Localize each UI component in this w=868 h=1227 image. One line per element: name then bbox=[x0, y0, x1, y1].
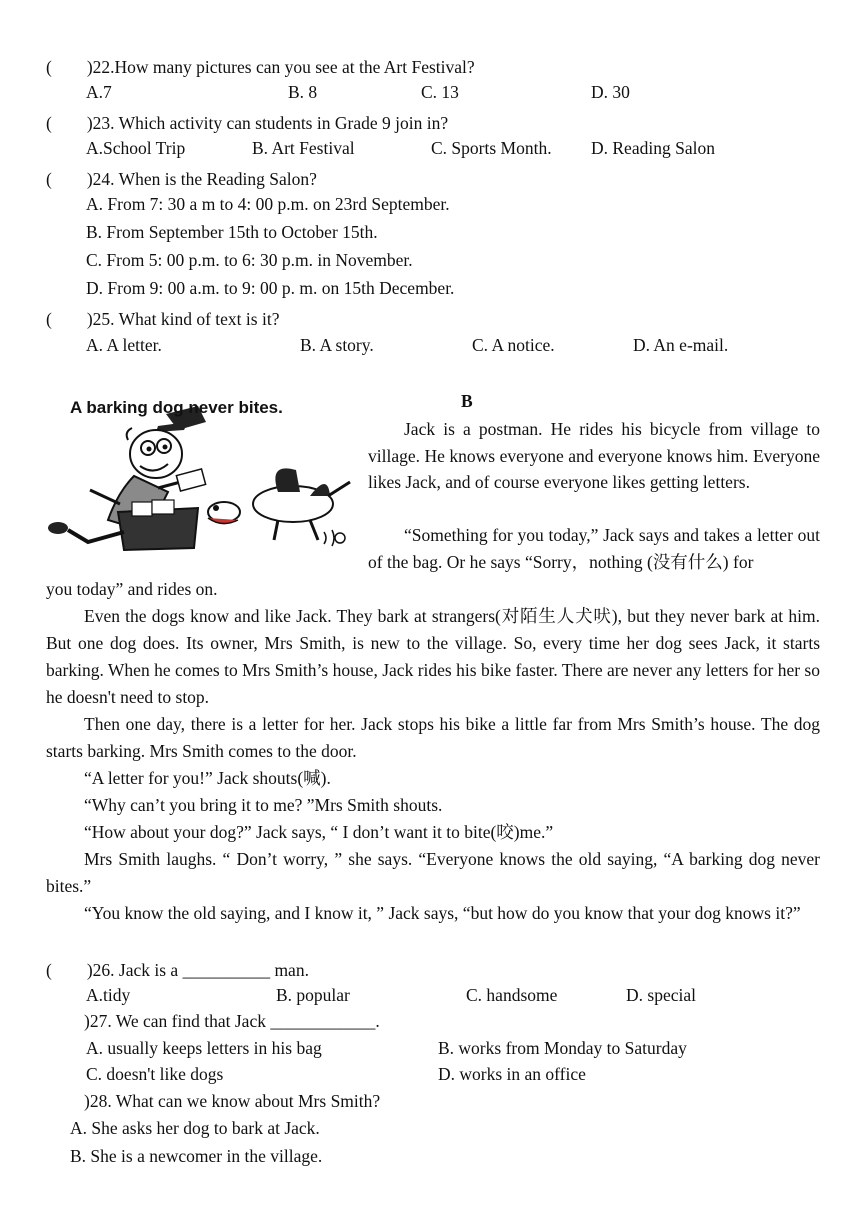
q26-option-c[interactable]: C. handsome bbox=[466, 985, 558, 1005]
illustration-caption: A barking dog never bites. bbox=[70, 398, 283, 417]
passage-paragraph-1: Jack is a postman. He rides his bicycle from village to village. He knows everyone and everyone knows him. Everyone likes Jack, and of course everyone likes getting letters. bbox=[368, 419, 820, 492]
q22-option-c[interactable]: C. 13 bbox=[421, 82, 459, 102]
q28-option-a[interactable]: A. She asks her dog to bark at Jack. bbox=[70, 1118, 320, 1138]
postman-dog-illustration bbox=[28, 392, 358, 560]
q26-stem: ( )26. Jack is a __________ man. bbox=[46, 960, 309, 980]
passage-paragraph-8: Mrs Smith laughs. “ Don’t worry, ” she says. “Everyone knows the old saying, “A barking dog never bites.” bbox=[46, 849, 820, 896]
q27-option-c[interactable]: C. doesn't like dogs bbox=[86, 1064, 224, 1084]
q22-option-a[interactable]: A.7 bbox=[86, 82, 112, 102]
q27-option-b[interactable]: B. works from Monday to Saturday bbox=[438, 1038, 687, 1058]
q25-option-d[interactable]: D. An e-mail. bbox=[633, 335, 729, 355]
passage-paragraph-5: “A letter for you!” Jack shouts(喊). bbox=[84, 768, 331, 788]
q25-option-c[interactable]: C. A notice. bbox=[472, 335, 555, 355]
q25-option-a[interactable]: A. A letter. bbox=[86, 335, 162, 355]
q24-option-c[interactable]: C. From 5: 00 p.m. to 6: 30 p.m. in November. bbox=[86, 250, 413, 270]
q23-option-c[interactable]: C. Sports Month. bbox=[431, 138, 552, 158]
q22-option-d[interactable]: D. 30 bbox=[591, 82, 630, 102]
q23-option-d[interactable]: D. Reading Salon bbox=[591, 138, 715, 158]
q22-option-b[interactable]: B. 8 bbox=[288, 82, 318, 102]
q27-stem: )27. We can find that Jack ____________. bbox=[84, 1011, 380, 1031]
q26-option-d[interactable]: D. special bbox=[626, 985, 696, 1005]
q24-option-b[interactable]: B. From September 15th to October 15th. bbox=[86, 222, 378, 242]
q25-option-b[interactable]: B. A story. bbox=[300, 335, 374, 355]
passage-paragraph-9: “You know the old saying, and I know it, ” Jack says, “but how do you know that your dog knows it?” bbox=[84, 903, 801, 923]
q24-option-d[interactable]: D. From 9: 00 a.m. to 9: 00 p. m. on 15th December. bbox=[86, 278, 455, 298]
q26-option-a[interactable]: A.tidy bbox=[86, 985, 131, 1005]
q23-stem: ( )23. Which activity can students in Grade 9 join in? bbox=[46, 113, 449, 133]
passage-paragraph-4: Then one day, there is a letter for her. Jack stops his bike a little far from Mrs Smith’s house. The dog starts barking. Mrs Smith comes to the door. bbox=[46, 714, 820, 761]
q28-stem: )28. What can we know about Mrs Smith? bbox=[84, 1091, 381, 1111]
passage-paragraph-2: “Something for you today,” Jack says and takes a letter out of the bag. Or he says “Sorry，nothing (没有什么) for bbox=[368, 525, 820, 572]
q27-option-a[interactable]: A. usually keeps letters in his bag bbox=[86, 1038, 322, 1058]
q24-stem: ( )24. When is the Reading Salon? bbox=[46, 169, 317, 189]
passage-paragraph-6: “Why can’t you bring it to me? ”Mrs Smith shouts. bbox=[84, 795, 443, 815]
q27-option-d[interactable]: D. works in an office bbox=[438, 1064, 586, 1084]
passage-paragraph-2-end: you today” and rides on. bbox=[46, 579, 218, 599]
q23-option-a[interactable]: A.School Trip bbox=[86, 138, 186, 158]
passage-paragraph-7: “How about your dog?” Jack says, “ I don’t want it to bite(咬)me.” bbox=[84, 822, 554, 842]
q26-option-b[interactable]: B. popular bbox=[276, 985, 350, 1005]
q22-stem: ( )22.How many pictures can you see at the Art Festival? bbox=[46, 57, 475, 77]
q24-option-a[interactable]: A. From 7: 30 a m to 4: 00 p.m. on 23rd September. bbox=[86, 194, 450, 214]
q25-stem: ( )25. What kind of text is it? bbox=[46, 309, 280, 329]
q28-option-b[interactable]: B. She is a newcomer in the village. bbox=[70, 1146, 323, 1166]
q23-option-b[interactable]: B. Art Festival bbox=[252, 138, 355, 158]
passage-paragraph-3: Even the dogs know and like Jack. They bark at strangers(对陌生人犬吠), but they never bark at him. But one dog does. Its owner, Mrs Smith, is new to the village. So, every time her dog sees Jack, it starts barking. When he comes to Mrs Smith’s house, Jack rides his bike faster. There are never any letters for her so he doesn't need to stop. bbox=[46, 606, 820, 707]
section-b-title: B bbox=[461, 391, 473, 411]
